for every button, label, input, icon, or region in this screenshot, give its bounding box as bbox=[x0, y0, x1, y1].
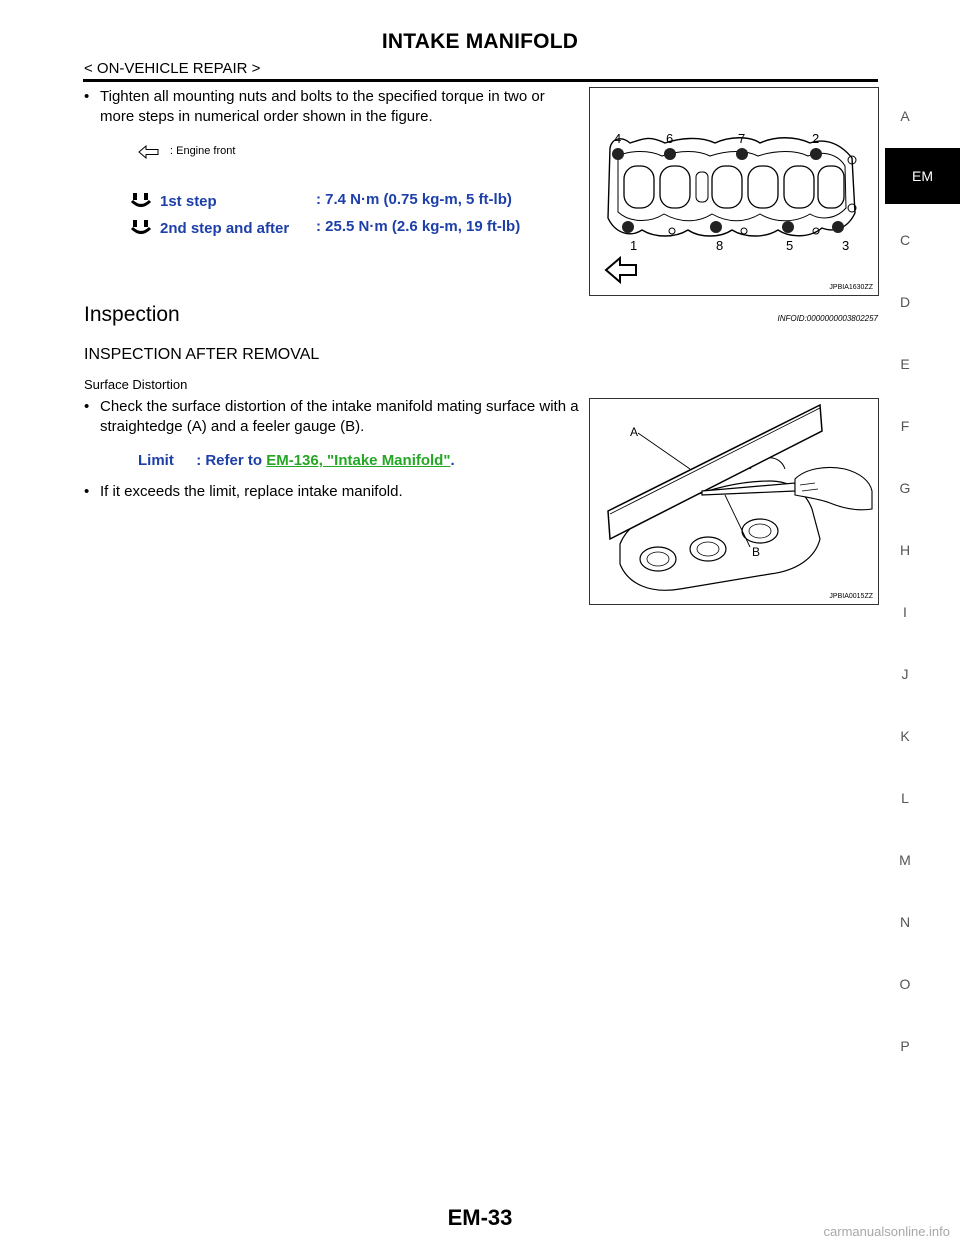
check-text: Check the surface distortion of the intake manifold mating surface with a straightedge (A) and a feeler gauge (B). bbox=[100, 398, 579, 435]
bolt-number: 4 bbox=[614, 131, 622, 146]
figure-id: JPBIA1630ZZ bbox=[829, 284, 873, 291]
info-id: INFOID:0000000003802257 bbox=[777, 314, 878, 323]
tighten-bullet bbox=[84, 87, 580, 127]
side-index-d[interactable]: D bbox=[899, 294, 911, 310]
bolt-number: 1 bbox=[630, 238, 638, 253]
side-index-l[interactable]: L bbox=[901, 790, 909, 806]
limit-label: Limit bbox=[138, 452, 174, 469]
side-index-h[interactable]: H bbox=[899, 542, 911, 558]
bullet-marker: • bbox=[84, 88, 90, 105]
side-index-f[interactable]: F bbox=[900, 418, 910, 434]
side-index-n[interactable]: N bbox=[899, 914, 911, 930]
step-value: : 7.4 N·m (0.75 kg-m, 5 ft-lb) bbox=[316, 191, 512, 208]
side-index-e[interactable]: E bbox=[900, 356, 910, 372]
figure-id: JPBIA0015ZZ bbox=[829, 593, 873, 600]
limit-period: . bbox=[450, 452, 455, 469]
side-index-k[interactable]: K bbox=[900, 728, 910, 744]
manifold-drawing bbox=[590, 88, 878, 295]
side-index-a[interactable]: A bbox=[900, 108, 910, 124]
limit-refer: : Refer to bbox=[196, 452, 263, 469]
callout-b: B bbox=[752, 545, 761, 559]
replace-bullet bbox=[84, 482, 580, 502]
side-index-g[interactable]: G bbox=[899, 480, 911, 496]
limit-row bbox=[138, 452, 455, 469]
step-label: 1st step bbox=[160, 193, 217, 210]
replace-text: If it exceeds the limit, replace intake manifold. bbox=[100, 483, 403, 500]
bolt-number: 5 bbox=[786, 238, 794, 253]
page-number: EM-33 bbox=[447, 1205, 513, 1230]
header-divider bbox=[83, 79, 878, 82]
side-index-em-active[interactable]: EM bbox=[885, 148, 960, 204]
bolt-number: 8 bbox=[716, 238, 724, 253]
section-breadcrumb: < ON-VEHICLE REPAIR > bbox=[84, 60, 261, 77]
side-index-p[interactable]: P bbox=[900, 1038, 910, 1054]
bolt-number: 7 bbox=[738, 131, 746, 146]
torque-wrench-icon bbox=[130, 218, 152, 238]
bolt-number: 3 bbox=[842, 238, 850, 253]
manifold-torque-figure bbox=[589, 87, 879, 296]
side-index-j[interactable]: J bbox=[901, 666, 909, 682]
bolt-number: 6 bbox=[666, 131, 674, 146]
check-bullet bbox=[84, 397, 580, 437]
step-value: : 25.5 N·m (2.6 kg-m, 19 ft-lb) bbox=[316, 218, 521, 235]
callout-a: A bbox=[630, 425, 639, 439]
side-index-o[interactable]: O bbox=[899, 976, 911, 992]
inspection-subheading: INSPECTION AFTER REMOVAL bbox=[84, 346, 320, 363]
page-title: INTAKE MANIFOLD bbox=[381, 30, 579, 53]
tighten-text: Tighten all mounting nuts and bolts to the specified torque in two or more steps in numerical order shown in the figure. bbox=[100, 88, 545, 125]
inspection-heading: Inspection bbox=[84, 303, 180, 326]
engine-front-arrow-icon bbox=[138, 145, 160, 159]
bolt-number: 2 bbox=[812, 131, 820, 146]
side-index-c[interactable]: C bbox=[899, 232, 911, 248]
surface-distortion-heading: Surface Distortion bbox=[84, 377, 188, 392]
side-index-i[interactable]: I bbox=[903, 604, 907, 620]
watermark: carmanualsonline.info bbox=[823, 1224, 950, 1239]
reference-link[interactable]: EM-136, "Intake Manifold" bbox=[266, 452, 451, 469]
torque-wrench-icon bbox=[130, 191, 152, 211]
side-index-m[interactable]: M bbox=[899, 852, 911, 868]
straightedge-figure bbox=[589, 398, 879, 605]
engine-front-label: : Engine front bbox=[170, 145, 236, 157]
step-label: 2nd step and after bbox=[160, 220, 290, 237]
bullet-marker: • bbox=[84, 483, 90, 500]
bullet-marker: • bbox=[84, 398, 90, 415]
